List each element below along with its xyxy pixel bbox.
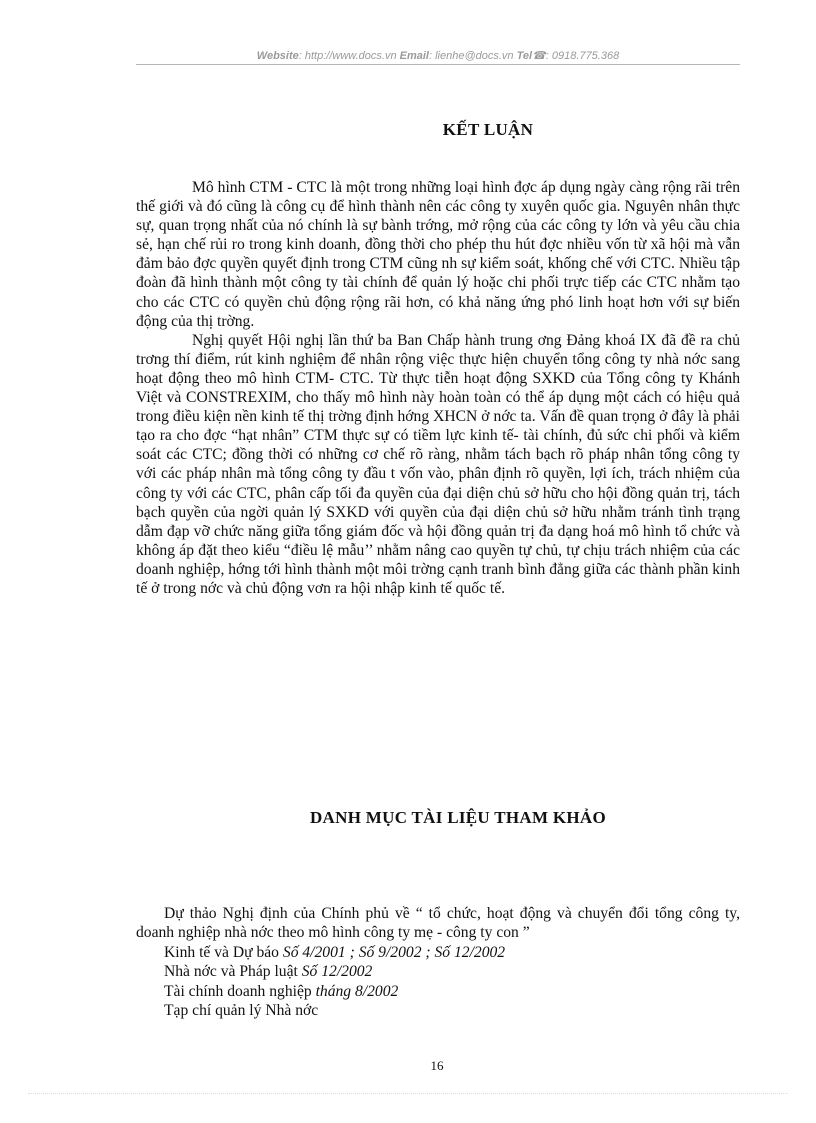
reference-issues: tháng 8/2002 xyxy=(315,982,399,1000)
reference-name: Nhà nớc và Pháp luật xyxy=(164,963,298,981)
tel-label: Tel xyxy=(516,50,533,62)
reference-name: Tạp chí quản lý Nhà nớc xyxy=(164,1002,319,1020)
reference-item xyxy=(136,982,740,1001)
page-header xyxy=(136,49,740,62)
website-label: Website xyxy=(256,50,299,62)
references-title: DANH MỤC TÀI LIỆU THAM KHẢO xyxy=(309,808,607,827)
reference-name: Kinh tế và Dự báo xyxy=(164,943,279,961)
reference-name: Tài chính doanh nghiệp xyxy=(164,982,312,1000)
conclusion-paragraph-2: Nghị quyết Hội nghị lần thứ ba Ban Chấp hành trung ơng Đảng khoá IX đã đề ra chủ trơng thí điểm, rút kinh nghiệm để nhân rộng việc thực hiện chuyển tổng công ty nhà nớc sang hoạt động theo mô hình CTM- CTC. Từ thực tiễn hoạt động SXKD của Tổng công ty Khánh Việt và CONSTREXIM, cho thấy mô hình này hoàn toàn có thể áp dụng một cách có hiệu quả trong điều kiện nền kinh tế thị trờng định hớng XHCN ở nớc ta. Vấn đề quan trọng ở đây là phải tạo ra cho đợc “hạt nhân” CTM thực sự có tiềm lực kinh tế- tài chính, đủ sức chi phối và kiểm soát các CTC; đồng thời có những cơ chế rõ ràng, nhằm tách bạch rõ pháp nhân tổng công ty với các pháp nhân mà tổng công ty đầu t vốn vào, phân định rõ quyền, lợi ích, trách nhiệm của công ty với các CTC, phân cấp tối đa quyền của đại diện chủ sở hữu cho hội đồng quản trị, tách bạch quyền của ngời quản lý SXKD với quyền của đại diện chủ sở hữu nhằm tránh tình trạng dẫm đạp vỡ chức năng giữa tổng giám đốc và hội đồng quản trị đa dạng hoá mô hình tổ chức và không áp đặt theo kiểu “điều lệ mẫu’’ nhằm nâng cao quyền tự chủ, tự chịu trách nhiệm của các doanh nghiệp, hớng tới hình thành một môi trờng cạnh tranh bình đẳng giữa các thành phần kinh tế ở trong nớc và chủ động vơn ra hội nhập kinh tế quốc tế. xyxy=(136,331,740,597)
reference-issues: Số 4/2001 ; Số 9/2002 ; Số 12/2002 xyxy=(282,943,506,961)
website-value: : http://www.docs.vn xyxy=(298,50,397,62)
reference-item xyxy=(136,1001,740,1020)
conclusion-title: KẾT LUẬN xyxy=(442,120,534,139)
reference-item xyxy=(136,962,740,981)
tel-value: : 0918.775.368 xyxy=(545,50,620,62)
phone-icon: ☎ xyxy=(532,50,546,62)
conclusion-paragraph-1: Mô hình CTM - CTC là một trong những loại hình đợc áp dụng ngày càng rộng rãi trên thế giới và đó cũng là công cụ để hình thành nên các công ty xuyên quốc gia. Nguyên nhân thực sự, quan trọng nhất của nó chính là sự bành trớng, mở rộng của các công ty lớn và yêu cầu chia sẻ, hạn chế rủi ro trong kinh doanh, đồng thời cho phép thu hút đợc nhiều vốn từ xã hội mà vẫn đảm bảo đợc quyền quyết định trong CTM cũng nh sự kiểm soát, khống chế với CTC. Nhiều tập đoàn đã hình thành một công ty tài chính để quản lý hoặc chi phối trực tiếp các CTC nhằm tạo cho các CTC có quyền chủ động rộng rãi hơn, có khả năng ứng phó linh hoạt hơn với sự biến động của thị trờng. xyxy=(136,179,740,330)
conclusion-body xyxy=(136,178,740,598)
references-list xyxy=(136,904,740,1020)
reference-intro: Dự thảo Nghị định của Chính phủ về “ tổ chức, hoạt động và chuyển đổi tổng công ty, doanh nghiệp nhà nớc theo mô hình công ty mẹ - công ty con ” xyxy=(136,905,740,942)
reference-item xyxy=(136,943,740,962)
page-number: 16 xyxy=(430,1058,444,1073)
header-divider xyxy=(136,64,740,65)
email-value: : lienhe@docs.vn xyxy=(429,50,514,62)
footer-divider xyxy=(28,1093,788,1094)
reference-issues: Số 12/2002 xyxy=(301,963,373,981)
email-label: Email xyxy=(399,50,429,62)
